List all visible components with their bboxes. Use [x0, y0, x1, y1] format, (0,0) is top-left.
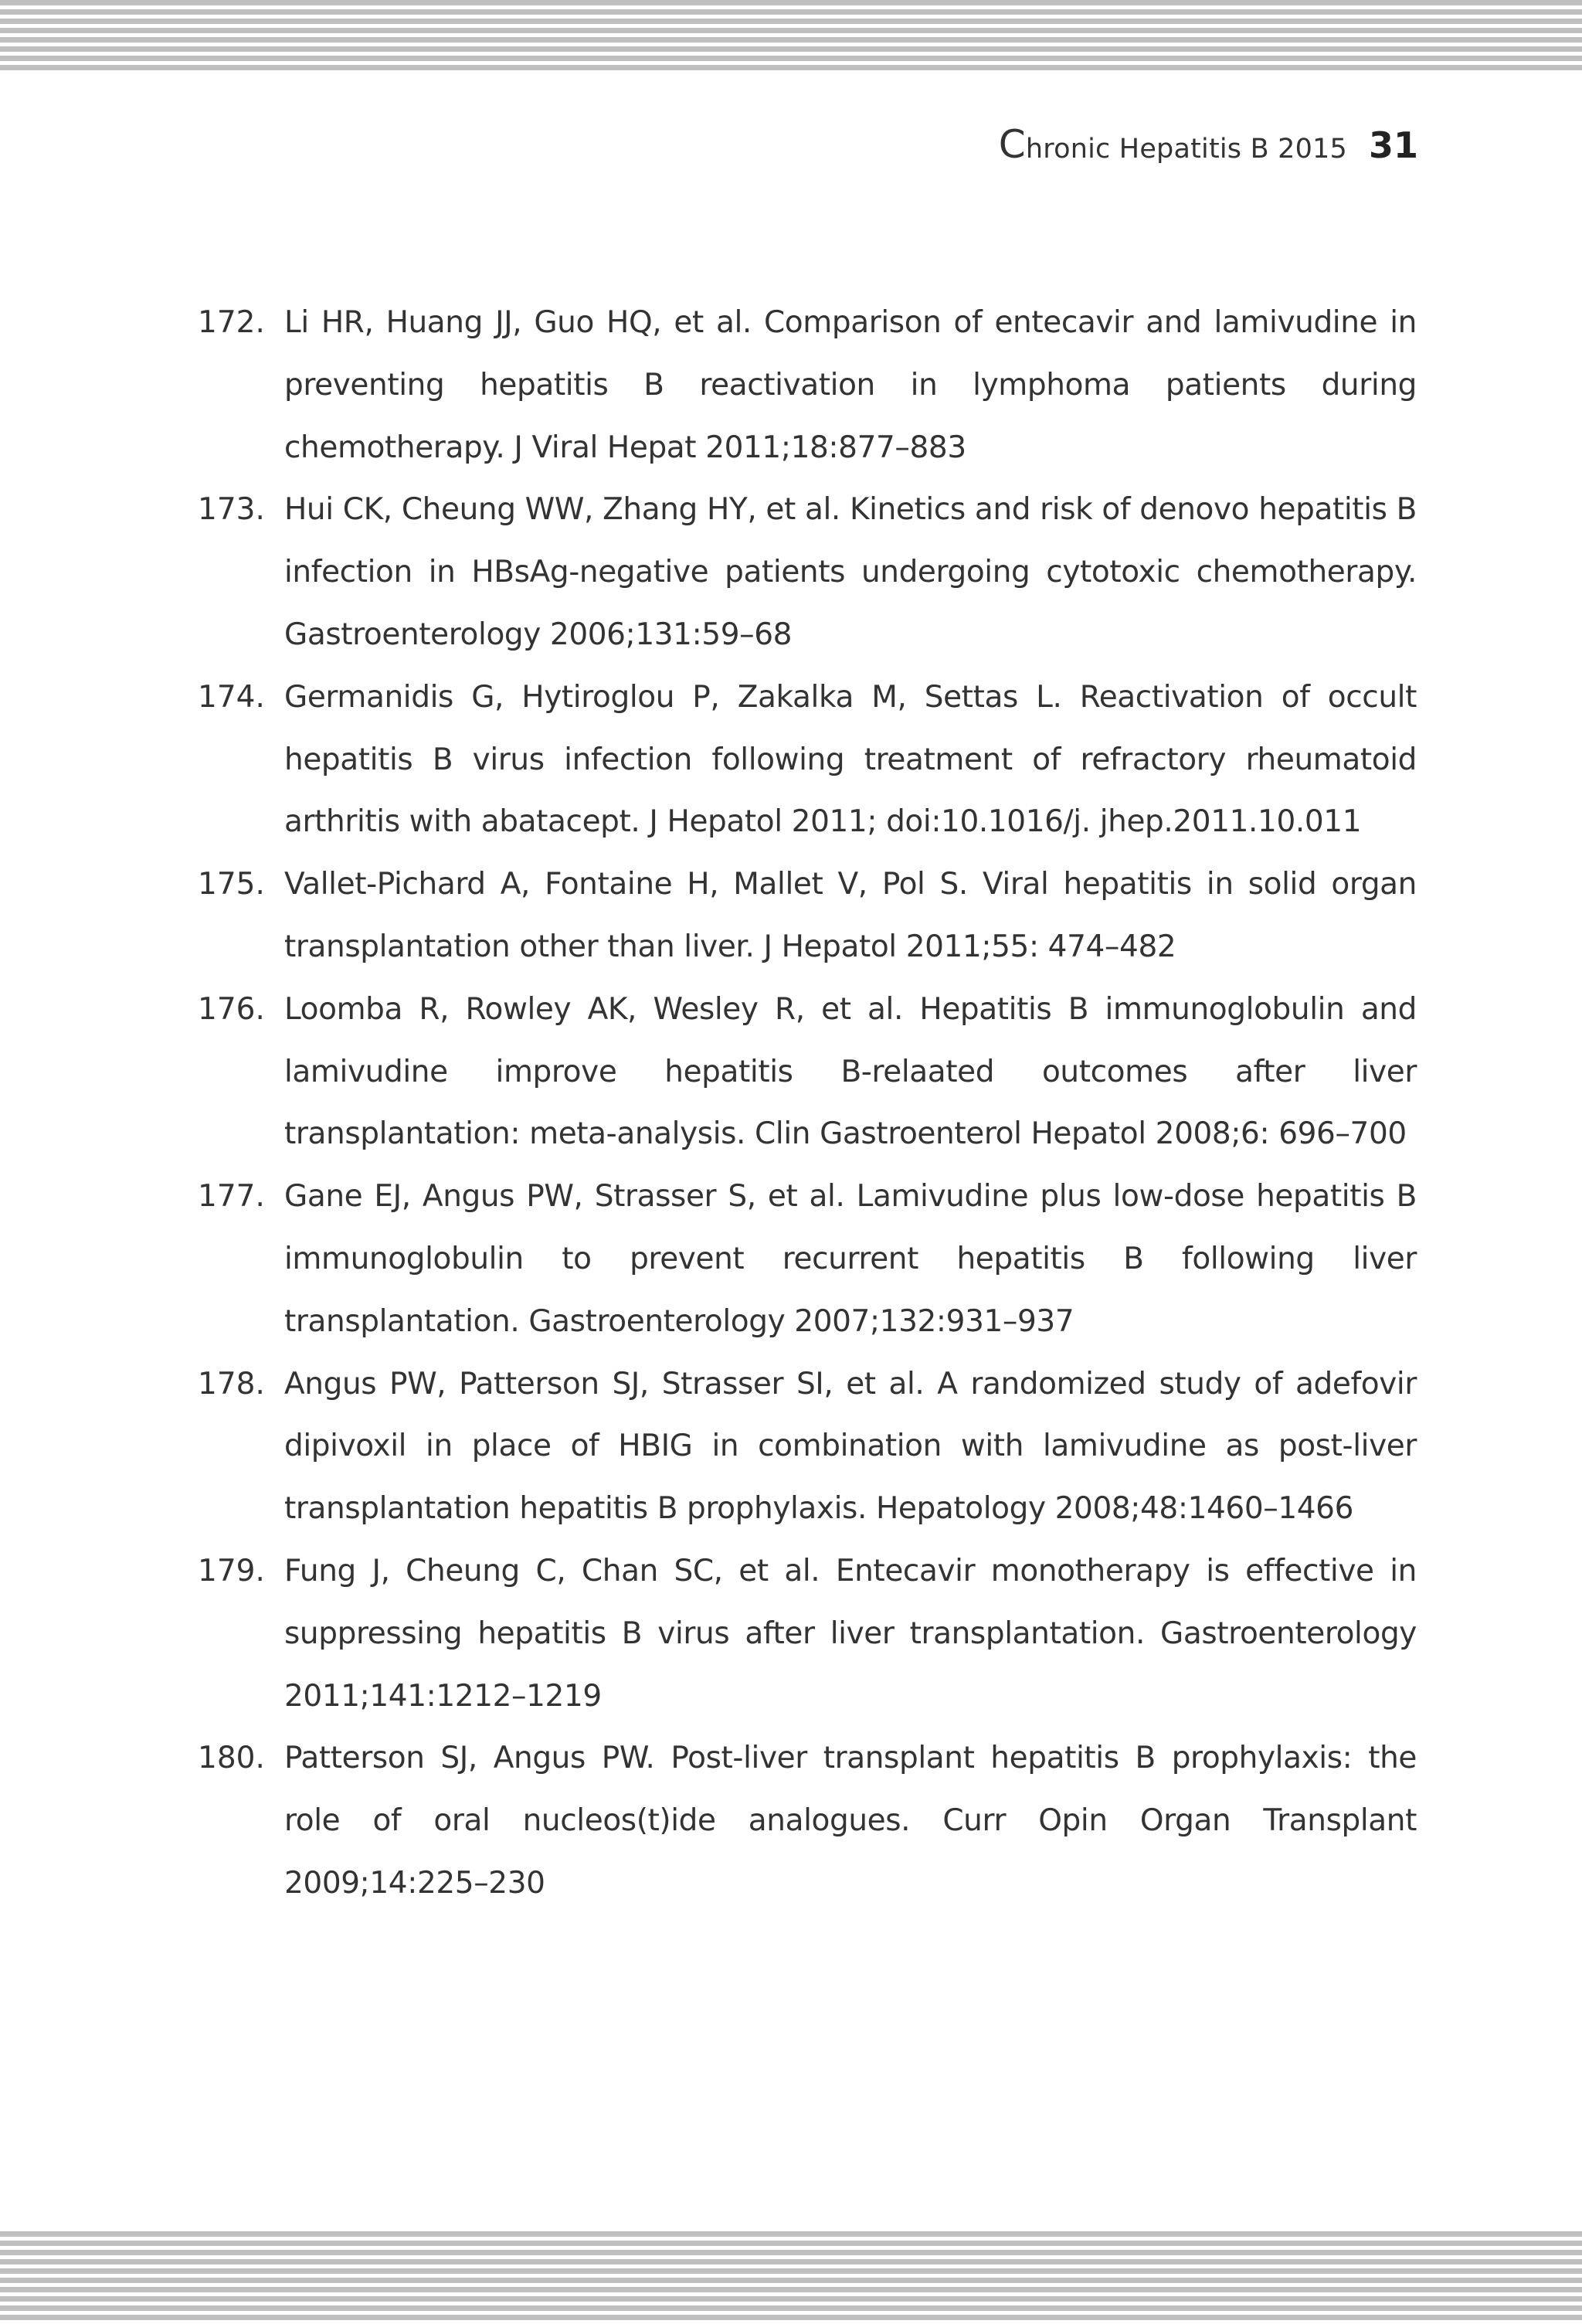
reference-text: Angus PW, Patterson SJ, Strasser SI, et al. A randomized study of adefovir dipivoxil in place of HBIG in combination with lamivudine as post-liver transplantation hepatitis B prophylaxis. Hepatology 2008;48:1460–1466	[284, 1366, 1417, 1527]
reference-item	[198, 292, 1417, 479]
title-rest: hronic Hepatitis B 2015	[1025, 134, 1347, 165]
reference-text: Hui CK, Cheung WW, Zhang HY, et al. Kinetics and risk of denovo hepatitis B infection in HBsAg-negative patients undergoing cytotoxic chemotherapy. Gastroenterology 2006;131:59–68	[284, 492, 1417, 652]
reference-number: 174.	[198, 679, 265, 715]
running-header	[999, 122, 1418, 167]
reference-number: 175.	[198, 867, 265, 902]
reference-number: 180.	[198, 1741, 265, 1776]
reference-text: Germanidis G, Hytiroglou P, Zakalka M, Settas L. Reactivation of occult hepatitis B virus infection following treatment of refractory rheumatoid arthritis with abatacept. J Hepatol 2011; doi:10.1016/j. jhep.2011.10.011	[284, 679, 1417, 840]
reference-number: 178.	[198, 1366, 265, 1402]
reference-text: Fung J, Cheung C, Chan SC, et al. Entecavir monotherapy is effective in suppressing hepatitis B virus after liver transplantation. Gastroenterology 2011;141:1212–1219	[284, 1553, 1417, 1714]
reference-number: 177.	[198, 1179, 265, 1215]
reference-text: Vallet-Pichard A, Fontaine H, Mallet V, Pol S. Viral hepatitis in solid organ transplantation other than liver. J Hepatol 2011;55: 474–482	[284, 867, 1417, 964]
reference-item	[198, 1166, 1417, 1353]
reference-number: 173.	[198, 492, 265, 528]
reference-item	[198, 1541, 1417, 1728]
running-header-title	[999, 122, 1347, 167]
bottom-stripe-border	[0, 2231, 1582, 2324]
reference-text: Gane EJ, Angus PW, Strasser S, et al. Lamivudine plus low-dose hepatitis B immunoglobulin to prevent recurrent hepatitis B following liver transplantation. Gastroenterology 2007;132:931–937	[284, 1179, 1417, 1339]
reference-number: 179.	[198, 1553, 265, 1588]
reference-list	[198, 292, 1417, 1915]
reference-item	[198, 667, 1417, 854]
page-number: 31	[1368, 124, 1418, 166]
reference-item	[198, 1354, 1417, 1541]
reference-number: 176.	[198, 991, 265, 1027]
top-stripe-border	[0, 0, 1582, 71]
reference-text: Patterson SJ, Angus PW. Post-liver transplant hepatitis B prophylaxis: the role of oral nucleos(t)ide analogues. Curr Opin Organ Transplant 2009;14:225–230	[284, 1741, 1417, 1901]
reference-item	[198, 854, 1417, 979]
title-initial-letter: C	[998, 122, 1026, 167]
reference-text: Li HR, Huang JJ, Guo HQ, et al. Comparison of entecavir and lamivudine in preventing hepatitis B reactivation in lymphoma patients during chemotherapy. J Viral Hepat 2011;18:877–883	[284, 305, 1417, 465]
reference-text: Loomba R, Rowley AK, Wesley R, et al. Hepatitis B immunoglobulin and lamivudine improve hepatitis B-relaated outcomes after liver transplantation: meta-analysis. Clin Gastroenterol Hepatol 2008;6: 696–700	[284, 991, 1417, 1152]
reference-item	[198, 979, 1417, 1166]
reference-item	[198, 479, 1417, 666]
reference-number: 172.	[198, 305, 265, 340]
reference-item	[198, 1728, 1417, 1915]
